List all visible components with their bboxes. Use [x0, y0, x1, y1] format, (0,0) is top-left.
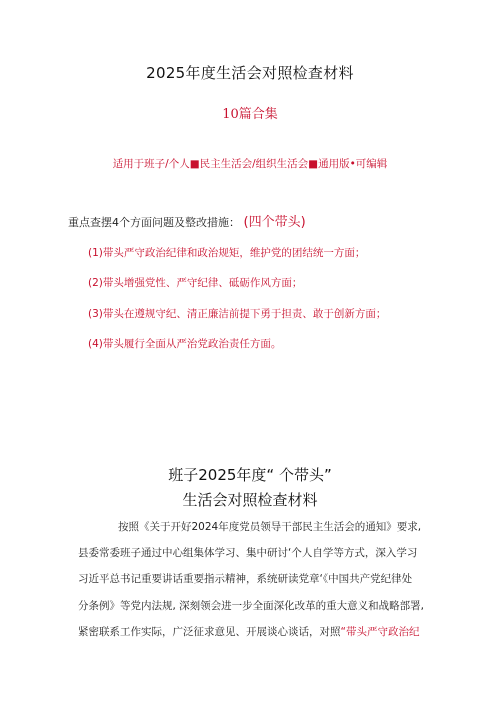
- article-line-3: 习近平总书记重要讲话重要指示精神，系统研读党章‘《中国共产党纪律处: [78, 573, 413, 585]
- collection-subtitle: 10篇合集: [222, 107, 278, 122]
- article-line-5: [78, 624, 430, 639]
- measures-lead-text: 重点查摆4个方面问题及整改措施：: [68, 216, 240, 229]
- measures-lead-highlight: (四个带头): [243, 215, 306, 230]
- document-title: 2025年度生活会对照检查材料: [146, 64, 354, 82]
- applicability-note: 适用于班子/个人■民主生活会/组织生活会■通用版•可编辑: [112, 158, 388, 170]
- measure-item-4: (4)带头履行全面从严治党政治责任方面。: [88, 338, 282, 350]
- measure-item-3: (3)带头在遵规守纪、清正廉洁前提下勇于担责、敢于创新方面；: [88, 308, 387, 320]
- article-line-2: 县委常委班子通过中心组集体学习、集中研讨‘个人自学等方式，深入学习: [78, 547, 418, 559]
- measures-lead: [68, 211, 306, 230]
- article-line-1: 按照《关于开好2024年度党员领导干部民主生活会的通知》要求,: [118, 521, 422, 533]
- article-line-5-highlight: “带头严守政治纪: [340, 626, 420, 638]
- measure-item-2: (2)带头增强党性、严守纪律、砥砺作风方面；: [88, 277, 303, 289]
- measure-item-1: (1)带头严守政治纪律和政治规矩，维护党的团结统一方面；: [88, 247, 366, 259]
- article-line-5-text: 紧密联系工作实际，广泛征求意见、开展谈心谈话，对照: [78, 626, 341, 638]
- article-heading-line-2: 生活会对照检查材料: [182, 491, 318, 509]
- article-line-4: 分条例》等党内法规, 深刻领会进一步全面深化改革的重大意义和战略部署,: [78, 600, 425, 612]
- article-heading-line-1: 班子2025年度“ 个带头”: [168, 466, 332, 484]
